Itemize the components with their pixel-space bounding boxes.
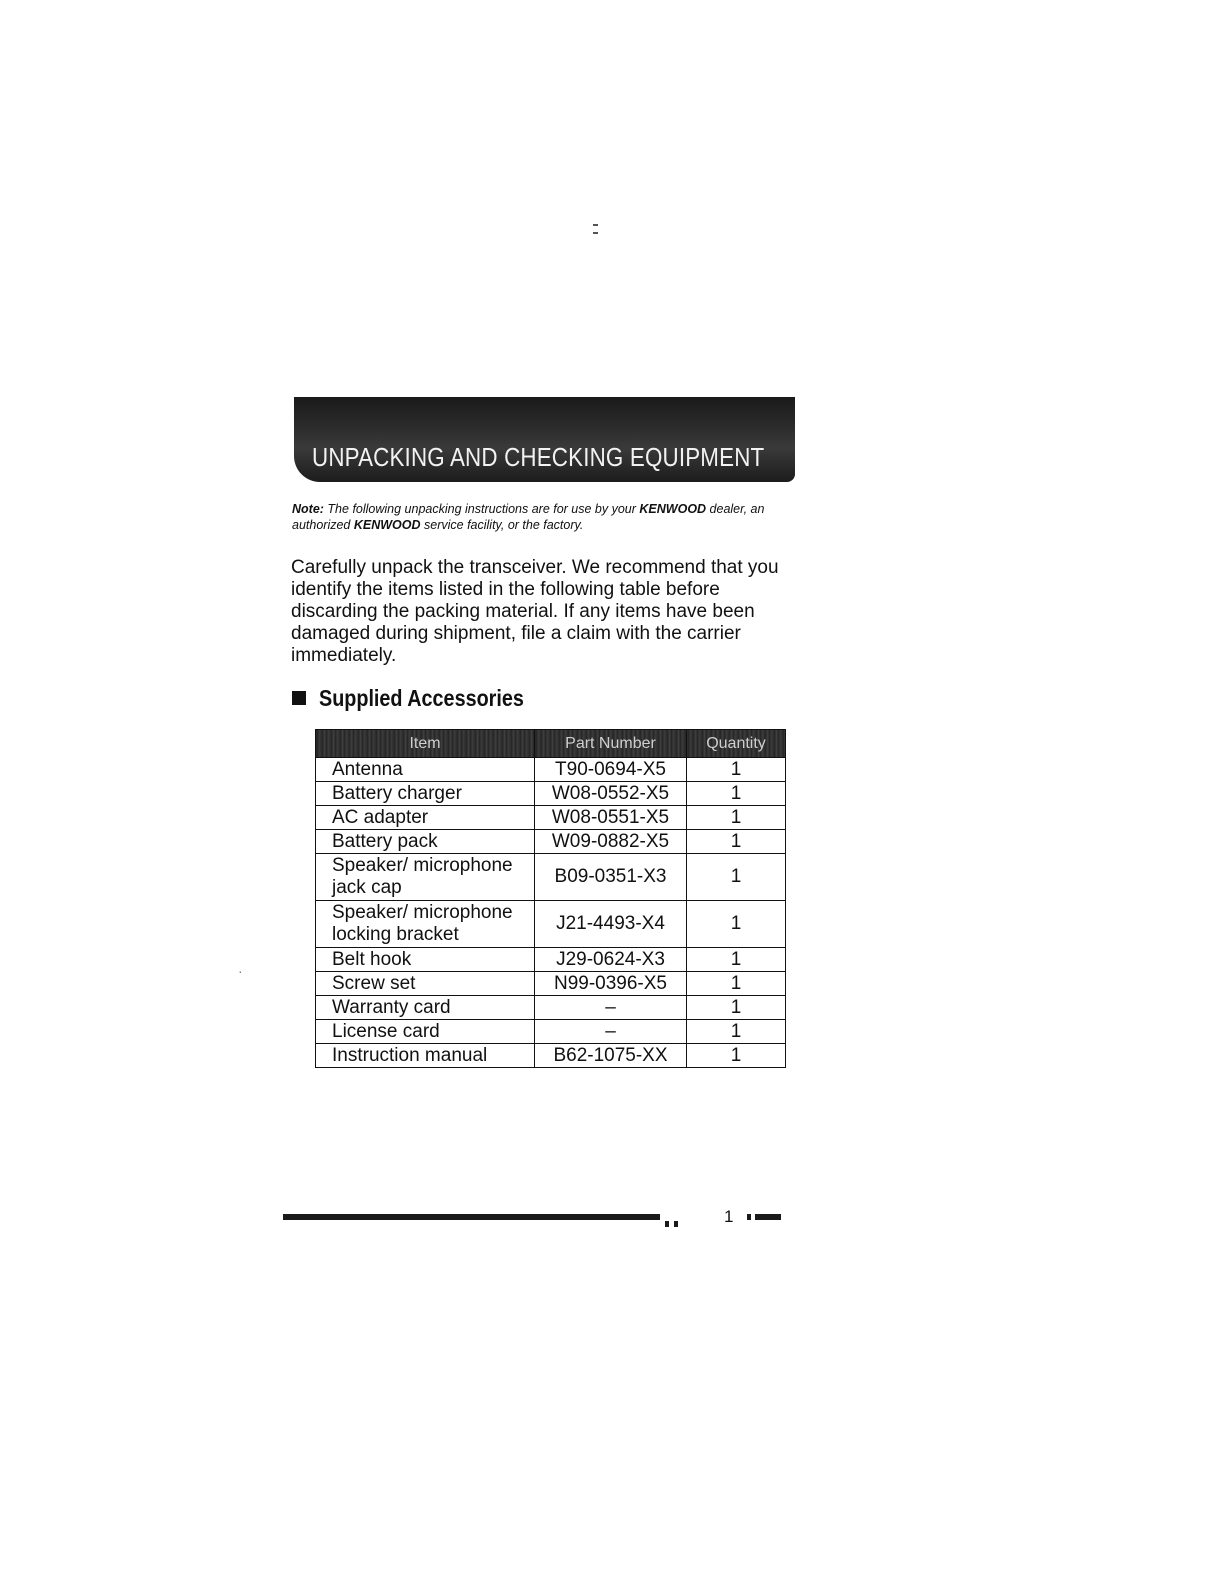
part-number: B09-0351-X3 — [535, 854, 687, 901]
table-row — [316, 782, 786, 806]
part-number: B62-1075-XX — [535, 1044, 687, 1068]
part-number: – — [535, 996, 687, 1020]
table-row — [316, 758, 786, 782]
brand-name: KENWOOD — [639, 502, 707, 516]
footer-end-bar — [747, 1214, 785, 1232]
item-name-line: locking bracket — [332, 924, 459, 945]
part-number: W08-0551-X5 — [535, 806, 687, 830]
brand-name: KENWOOD — [353, 518, 421, 532]
part-number: J29-0624-X3 — [535, 948, 687, 972]
quantity: 1 — [687, 854, 786, 901]
item-name: Battery pack — [316, 830, 535, 854]
part-number: J21-4493-X4 — [535, 901, 687, 948]
note-paragraph — [292, 501, 772, 533]
note-label: Note: — [292, 502, 324, 516]
scan-artifact — [593, 224, 599, 244]
part-number: N99-0396-X5 — [535, 972, 687, 996]
item-name: Screw set — [316, 972, 535, 996]
item-name: Belt hook — [316, 948, 535, 972]
section-heading — [292, 684, 557, 712]
quantity: 1 — [687, 972, 786, 996]
item-name: Antenna — [316, 758, 535, 782]
intro-paragraph: Carefully unpack the transceiver. We recommend that you identify the items listed in the following table before discarding the packing material. If any items have been damaged during shipment, file a claim with the carrier immediately. — [291, 557, 779, 666]
table-row — [316, 854, 786, 901]
quantity: 1 — [687, 830, 786, 854]
item-name: Battery charger — [316, 782, 535, 806]
item-name-line: Speaker/ microphone — [332, 902, 513, 923]
part-number: T90-0694-X5 — [535, 758, 687, 782]
quantity: 1 — [687, 758, 786, 782]
quantity: 1 — [687, 901, 786, 948]
footer-rule — [283, 1214, 660, 1220]
note-text: service facility, or the factory. — [420, 518, 584, 532]
item-name: Warranty card — [316, 996, 535, 1020]
item-name-line: jack cap — [332, 877, 402, 898]
item-name: AC adapter — [316, 806, 535, 830]
item-name — [316, 854, 535, 901]
table-row — [316, 948, 786, 972]
quantity: 1 — [687, 948, 786, 972]
section-title: Supplied Accessories — [319, 684, 524, 711]
item-name: License card — [316, 1020, 535, 1044]
note-text: The following unpacking instructions are for use by your — [323, 502, 640, 516]
quantity: 1 — [687, 782, 786, 806]
table-header-row — [316, 730, 786, 758]
quantity: 1 — [687, 806, 786, 830]
table-row — [316, 1020, 786, 1044]
quantity: 1 — [687, 996, 786, 1020]
note-text: dealer, an authorized — [292, 502, 765, 532]
item-name-line: Speaker/ microphone — [332, 855, 513, 876]
header-item: Item — [316, 730, 535, 758]
table-row — [316, 806, 786, 830]
item-name: Instruction manual — [316, 1044, 535, 1068]
item-name — [316, 901, 535, 948]
header-quantity: Quantity — [687, 730, 786, 758]
table-row — [316, 972, 786, 996]
table-row — [316, 830, 786, 854]
quantity: 1 — [687, 1044, 786, 1068]
table-row — [316, 1044, 786, 1068]
part-number: W08-0552-X5 — [535, 782, 687, 806]
quantity: 1 — [687, 1020, 786, 1044]
part-number: W09-0882-X5 — [535, 830, 687, 854]
page-number: 1 — [724, 1207, 734, 1226]
footer-dots — [665, 1214, 683, 1232]
part-number: – — [535, 1020, 687, 1044]
table-row — [316, 901, 786, 948]
table-row — [316, 996, 786, 1020]
banner-title: UNPACKING AND CHECKING EQUIPMENT — [312, 442, 765, 472]
section-banner — [294, 397, 795, 482]
header-part-number: Part Number — [535, 730, 687, 758]
square-bullet-icon — [292, 691, 306, 705]
accessories-table — [315, 729, 786, 1068]
scan-speck: · — [238, 963, 243, 979]
